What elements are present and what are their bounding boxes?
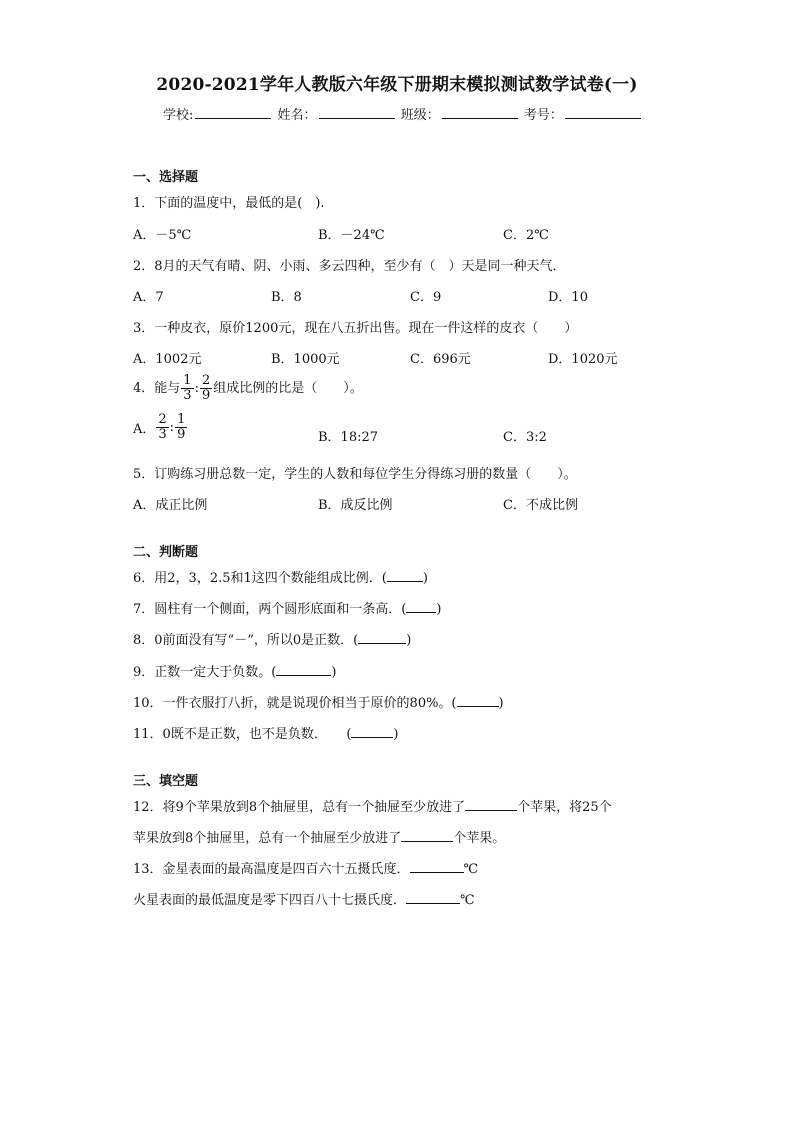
q13-unit-2: ℃ bbox=[460, 893, 475, 908]
question-11 bbox=[133, 723, 398, 742]
q4-suffix: 组成比例的比是（ ）。 bbox=[213, 381, 363, 396]
q4-a-f1-denominator: 3 bbox=[158, 427, 167, 442]
q4-a-fraction-1 bbox=[156, 413, 168, 442]
q4-a-label: A． bbox=[133, 422, 156, 437]
name-label: 姓名： bbox=[277, 108, 317, 123]
question-10 bbox=[133, 692, 504, 711]
q3-option-d[interactable]: D．1020元 bbox=[548, 352, 618, 367]
q9-answer-blank[interactable] bbox=[276, 663, 331, 676]
section-heading-choice: 一、选择题 bbox=[133, 170, 199, 185]
q6-text: 6．用2，3，2.5和1这四个数能组成比例．( bbox=[133, 571, 387, 586]
question-2: 2．8月的天气有晴、阴、小雨、多云四种，至少有（ ）天是同一种天气． bbox=[133, 259, 566, 274]
q11-close: ) bbox=[393, 727, 399, 742]
q5-option-a[interactable]: A．成正比例 bbox=[133, 498, 208, 513]
class-label: 班级： bbox=[400, 108, 440, 123]
q5-option-b[interactable]: B．成反比例 bbox=[318, 498, 393, 513]
q9-close: ) bbox=[331, 665, 337, 680]
question-9 bbox=[133, 661, 336, 680]
q1-option-c[interactable]: C．2℃ bbox=[503, 228, 549, 243]
question-12-line-1 bbox=[133, 796, 612, 815]
q4-f1-denominator: 3 bbox=[183, 388, 192, 403]
q13-line-2-text: 火星表面的最低温度是零下四百八十七摄氏度． bbox=[133, 893, 407, 908]
q11-text: 11．0既不是正数，也不是负数． ( bbox=[133, 727, 352, 742]
q5-option-c[interactable]: C．不成比例 bbox=[503, 498, 578, 513]
q10-close: ) bbox=[498, 696, 504, 711]
page-title: 2020-2021学年人教版六年级下册期末模拟测试数学试卷(一) bbox=[156, 75, 638, 95]
exam-no-label: 考号： bbox=[523, 108, 563, 123]
q4-a-f2-denominator: 9 bbox=[177, 427, 186, 442]
q13-unit-1: ℃ bbox=[463, 862, 479, 877]
question-13-line-2 bbox=[133, 889, 475, 908]
q4-fraction-2 bbox=[200, 374, 212, 403]
q4-prefix: 4．能与 bbox=[133, 381, 181, 396]
question-4 bbox=[133, 374, 363, 403]
q1-option-b[interactable]: B．－24℃ bbox=[318, 228, 385, 243]
q13-blank-2[interactable] bbox=[406, 891, 460, 904]
q10-text: 10．一件衣服打八折，就是说现价相当于原价的80%。( bbox=[133, 696, 457, 711]
question-5: 5．订购练习册总数一定，学生的人数和每位学生分得练习册的数量（ ）。 bbox=[133, 467, 577, 482]
q4-f2-numerator: 2 bbox=[201, 373, 211, 388]
q4-option-a[interactable] bbox=[133, 413, 188, 442]
q2-option-d[interactable]: D．10 bbox=[548, 290, 588, 305]
q6-answer-blank[interactable] bbox=[387, 569, 423, 582]
student-info-line bbox=[163, 104, 643, 123]
q4-fraction-1 bbox=[181, 374, 193, 403]
q13-blank-1[interactable] bbox=[410, 860, 464, 873]
q12-part-3: 苹果放到8个抽屉里，总有一个抽屉至少放进了 bbox=[133, 831, 402, 846]
q3-option-b[interactable]: B．1000元 bbox=[271, 352, 340, 367]
q12-part-1: 12．将9个苹果放到8个抽屉里，总有一个抽屉至少放进了 bbox=[133, 800, 466, 815]
section-heading-fill: 三、填空题 bbox=[133, 774, 199, 789]
q8-text: 8．0前面没有写“－”，所以0是正数．( bbox=[133, 633, 359, 648]
school-blank[interactable] bbox=[195, 106, 271, 119]
name-blank[interactable] bbox=[319, 106, 395, 119]
question-8 bbox=[133, 629, 411, 648]
q7-answer-blank[interactable] bbox=[406, 600, 436, 613]
q3-option-a[interactable]: A．1002元 bbox=[133, 352, 202, 367]
q4-option-b[interactable]: B．18:27 bbox=[318, 430, 379, 445]
q11-answer-blank[interactable] bbox=[351, 725, 393, 738]
q1-option-a[interactable]: A．－5℃ bbox=[133, 228, 192, 243]
q12-part-4: 个苹果。 bbox=[453, 831, 506, 846]
class-blank[interactable] bbox=[442, 106, 518, 119]
q13-line-1-text: 13．金星表面的最高温度是四百六十五摄氏度． bbox=[133, 862, 410, 877]
question-12-line-2 bbox=[133, 827, 505, 846]
q4-a-f1-numerator: 2 bbox=[158, 412, 167, 427]
school-label: 学校: bbox=[163, 108, 194, 123]
q4-colon: : bbox=[194, 381, 199, 396]
q7-text: 7．圆柱有一个侧面，两个圆形底面和一条高．( bbox=[133, 602, 407, 617]
q4-f2-denominator: 9 bbox=[201, 388, 211, 403]
question-6 bbox=[133, 567, 428, 586]
q4-a-colon: : bbox=[169, 420, 175, 435]
question-3: 3．一种皮衣，原价1200元，现在八五折出售。现在一件这样的皮衣（ ） bbox=[133, 321, 578, 336]
question-1: 1．下面的温度中，最低的是( ). bbox=[133, 196, 325, 211]
question-13-line-1 bbox=[133, 858, 478, 877]
q12-part-2: 个苹果，将25个 bbox=[517, 800, 612, 815]
q10-answer-blank[interactable] bbox=[457, 694, 499, 707]
q3-option-c[interactable]: C．696元 bbox=[410, 352, 471, 367]
q4-f1-numerator: 1 bbox=[183, 373, 192, 388]
q12-blank-2[interactable] bbox=[401, 829, 453, 842]
q2-option-c[interactable]: C．9 bbox=[410, 290, 442, 305]
q2-option-a[interactable]: A．7 bbox=[133, 290, 164, 305]
q4-option-c[interactable]: C．3:2 bbox=[503, 430, 547, 445]
q8-answer-blank[interactable] bbox=[358, 631, 406, 644]
q4-a-fraction-2 bbox=[175, 413, 187, 442]
q7-close: ) bbox=[436, 602, 442, 617]
q9-text: 9．正数一定大于负数。( bbox=[133, 665, 277, 680]
q6-close: ) bbox=[422, 571, 428, 586]
q12-blank-1[interactable] bbox=[465, 798, 517, 811]
q8-close: ) bbox=[406, 633, 412, 648]
exam-no-blank[interactable] bbox=[565, 106, 641, 119]
section-heading-judgement: 二、判断题 bbox=[133, 545, 199, 560]
q2-option-b[interactable]: B．8 bbox=[271, 290, 302, 305]
question-7 bbox=[133, 598, 441, 617]
q4-a-f2-numerator: 1 bbox=[177, 412, 186, 427]
